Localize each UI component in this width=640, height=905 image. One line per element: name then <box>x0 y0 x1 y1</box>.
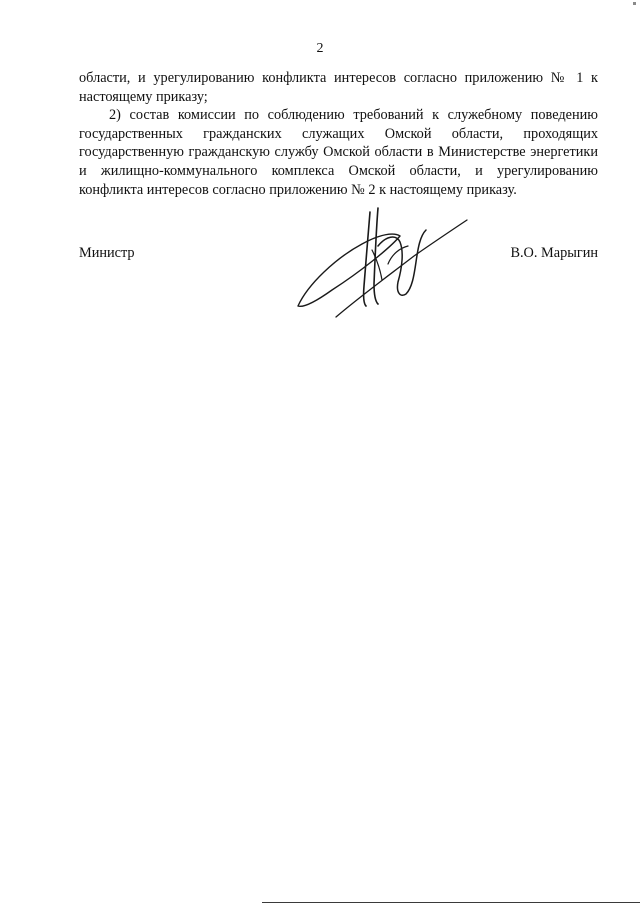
signature-stroke <box>388 246 408 264</box>
paragraph-continuation: области, и урегулированию конфликта интересов согласно приложению № 1 к настоящему приказу; <box>79 70 598 105</box>
signer-name: В.О. Марыгин <box>510 245 598 261</box>
signer-position: Министр <box>79 245 135 261</box>
scan-artifact <box>633 2 636 5</box>
bottom-rule <box>262 902 640 903</box>
signature-stroke <box>378 230 426 295</box>
signature-stroke <box>298 234 400 306</box>
document-body <box>79 69 598 199</box>
paragraph-item-2: 2) состав комиссии по соблюдению требований к служебному поведению государственных гражданских служащих Омской области, проходящих государственную гражданскую службу Омской области в Министерстве энергетики и жилищно-коммунального комплекса Омской области, и урегулированию конфликта интересов согласно приложению № 2 к настоящему приказу. <box>79 107 598 198</box>
handwritten-signature <box>296 206 468 318</box>
page-number: 2 <box>316 41 324 56</box>
